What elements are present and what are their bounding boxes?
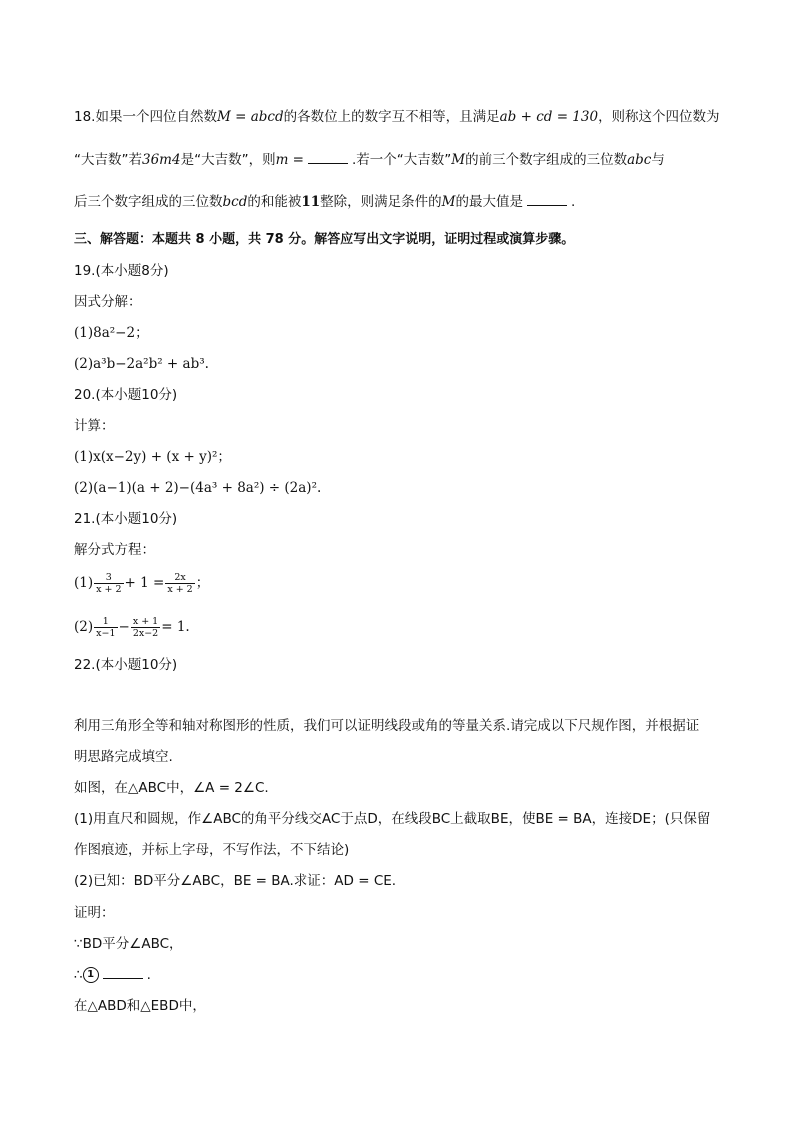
q21-item-1-end: ； xyxy=(195,575,210,591)
q18-text-11: 整除，则满足条件的 xyxy=(320,194,442,210)
q18-math-m: m = xyxy=(275,152,304,168)
q22-proof-step-3: 在△ABD和△EBD中， xyxy=(74,998,206,1014)
q22-intro-line-1: 利用三角形全等和轴对称图形的性质，我们可以证明线段或角的等量关系.请完成以下尺规作图，并根据证 xyxy=(74,718,700,734)
q21-item-1-prefix: (1) xyxy=(74,575,94,591)
q18-text-1: 18.如果一个四位自然数 xyxy=(74,109,217,125)
q18-math-M2: M xyxy=(451,152,466,168)
q18-text-2: 的各数位上的数字互不相等，且满足 xyxy=(283,109,500,125)
q21-item-1-fraction-2 xyxy=(165,572,194,595)
q22-header: 22.(本小题10分) xyxy=(74,657,178,673)
q20-item-2: (2)(a−1)(a + 2)−(4a³ + 8a²) ÷ (2a)². xyxy=(74,480,322,496)
q22-proof-step-2-end: . xyxy=(146,967,151,983)
q18-num-11: 11 xyxy=(301,194,321,210)
q18-blank-2 xyxy=(527,193,567,206)
q18-text-6: .若一个“大吉数” xyxy=(351,152,452,168)
fraction-denominator: x + 2 xyxy=(96,584,122,595)
section-3-header: 三、解答题：本题共 8 小题，共 78 分。解答应写出文字说明，证明过程或演算步骤。 xyxy=(74,232,575,247)
q18-math-abc: abc xyxy=(627,152,652,168)
q18-math-bcd: bcd xyxy=(222,194,248,210)
q21-item-1-middle: + 1 = xyxy=(124,575,165,591)
q20-title: 计算： xyxy=(74,418,115,434)
q19-title: 因式分解： xyxy=(74,294,142,310)
q18-math-sum: ab + cd = 130 xyxy=(499,109,599,125)
q22-given: 如图，在△ABC中，∠A = 2∠C. xyxy=(74,780,269,796)
q18-text-12: 的最大值是 xyxy=(455,194,523,210)
q18-text-13: . xyxy=(570,194,576,210)
q18-text-9: 后三个数字组成的三位数 xyxy=(74,194,223,210)
fraction-numerator: 1 xyxy=(94,616,117,628)
q21-title: 解分式方程： xyxy=(74,542,155,558)
q21-item-2-middle: − xyxy=(118,619,130,635)
q18-text-7: 的前三个数字组成的三位数 xyxy=(465,152,628,168)
circled-number-1: 1 xyxy=(83,967,99,983)
therefore-symbol: ∴ xyxy=(74,967,83,983)
q21-item-2-end: = 1. xyxy=(161,619,190,635)
q21-item-2-prefix: (2) xyxy=(74,619,94,635)
q18-text-3: ，则称这个四位数为 xyxy=(598,109,720,125)
q18-text-4: “大吉数”若 xyxy=(74,152,142,168)
fraction-denominator: x + 2 xyxy=(167,584,193,595)
q18-text-10: 的和能被 xyxy=(247,194,302,210)
q21-item-1 xyxy=(74,570,209,596)
q19-item-2: (2)a³b−2a²b² + ab³. xyxy=(74,356,209,372)
q22-task-1-line-1: (1)用直尺和圆规，作∠ABC的角平分线交AC于点D，在线段BC上截取BE，使BE = BA，连接DE；(只保留 xyxy=(74,811,711,827)
q22-task-2: (2)已知：BD平分∠ABC，BE = BA.求证：AD = CE. xyxy=(74,873,397,889)
q18-math-36m4: 36m4 xyxy=(142,152,181,168)
q18-line-1 xyxy=(74,108,720,126)
q22-proof-label: 证明： xyxy=(74,905,115,921)
fraction-numerator: 3 xyxy=(94,572,123,584)
fraction-numerator: x + 1 xyxy=(132,616,159,627)
q18-line-2 xyxy=(74,151,665,169)
q21-item-2 xyxy=(74,614,190,640)
q19-item-1: (1)8a²−2； xyxy=(74,325,149,341)
q21-item-2-fraction-2 xyxy=(131,616,160,639)
q21-header: 21.(本小题10分) xyxy=(74,511,178,527)
q18-math-M: M = abcd xyxy=(216,109,284,125)
q22-intro-line-2: 明思路完成填空. xyxy=(74,749,173,765)
q21-item-2-fraction-1 xyxy=(94,616,117,639)
fraction-numerator: 2x xyxy=(165,572,194,584)
q20-item-1: (1)x(x−2y) + (x + y)²； xyxy=(74,449,231,465)
q20-header: 20.(本小题10分) xyxy=(74,387,178,403)
q21-item-1-fraction-1 xyxy=(94,572,123,595)
q22-proof-step-2 xyxy=(74,966,151,984)
q22-proof-step-1: ∵BD平分∠ABC， xyxy=(74,936,183,952)
q22-blank-1 xyxy=(103,966,143,979)
q18-line-3 xyxy=(74,193,575,211)
q19-header: 19.(本小题8分) xyxy=(74,263,169,279)
fraction-denominator: 2x−2 xyxy=(132,628,159,639)
q18-blank-1 xyxy=(308,151,348,164)
q18-text-8: 与 xyxy=(651,152,665,168)
q18-text-5: 是“大吉数”，则 xyxy=(180,152,276,168)
q22-task-1-line-2: 作图痕迹，并标上字母，不写作法，不下结论) xyxy=(74,842,350,858)
q18-math-M3: M xyxy=(441,194,456,210)
fraction-denominator: x−1 xyxy=(96,628,116,639)
